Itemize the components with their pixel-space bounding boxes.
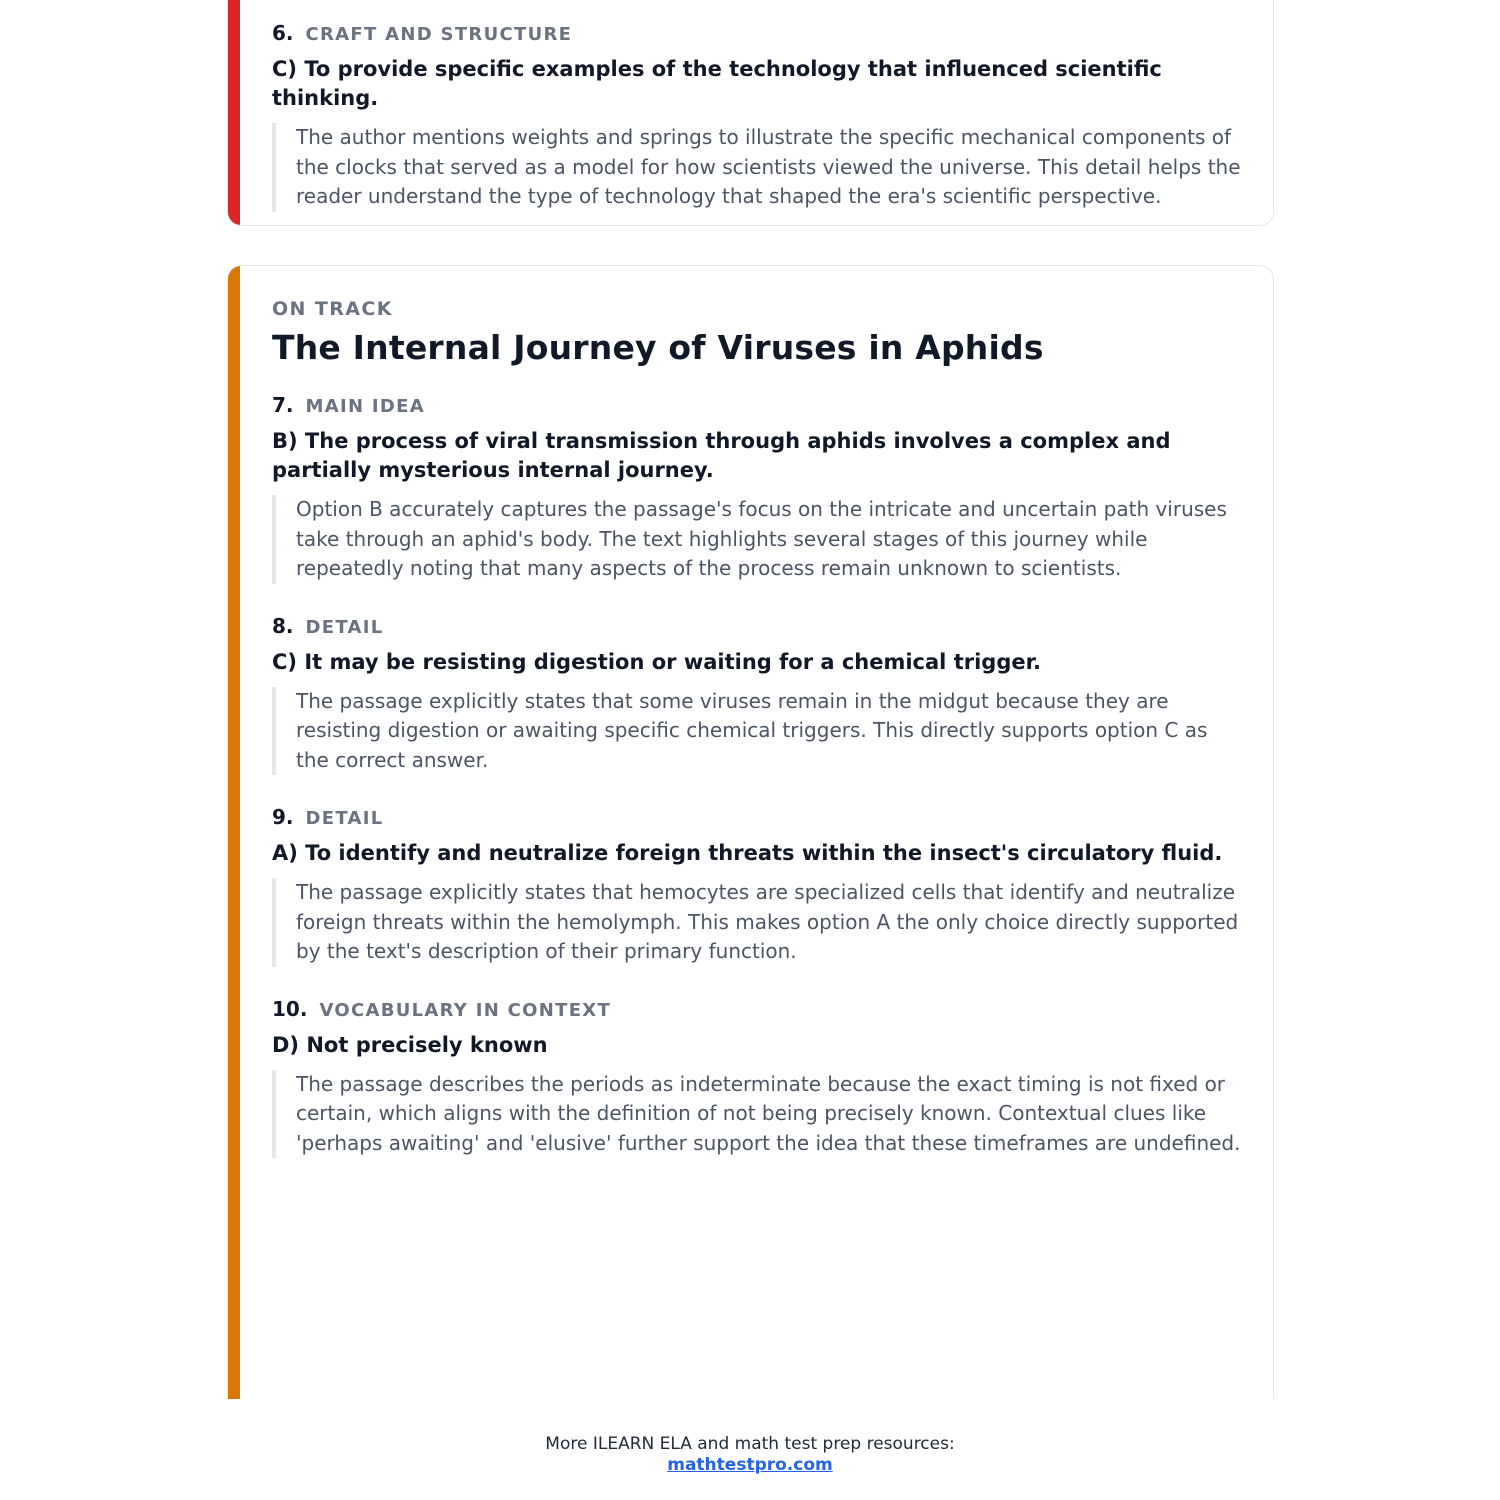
question-number: 7. <box>272 393 294 417</box>
question-skill: VOCABULARY IN CONTEXT <box>319 999 612 1021</box>
correct-answer: C) It may be resisting digestion or waiting for a chemical trigger. <box>272 649 1041 674</box>
correct-answer: B) The process of viral transmission through aphids involves a complex and partially mysterious internal journey. <box>272 429 1171 482</box>
answer-explanation: The passage explicitly states that hemocytes are specialized cells that identify and neutralize foreign threats within the hemolymph. This makes option A the only choice directly supported by the text's description of their primary function. <box>272 878 1243 967</box>
correct-answer: C) To provide specific examples of the technology that influenced scientific thinking. <box>272 57 1162 110</box>
question-number: 8. <box>272 613 294 638</box>
question-skill: MAIN IDEA <box>305 396 425 417</box>
passage-title: The Internal Journey of Viruses in Aphids <box>272 328 1044 367</box>
question-header <box>272 393 1243 417</box>
answer-explanation: Option B accurately captures the passage's focus on the intricate and uncertain path viruses take through an aphid's body. The text highlights several stages of this journey while repeatedly noting that many aspects of the process remain unknown to scientists. <box>272 495 1243 584</box>
answer-explanation: The passage explicitly states that some viruses remain in the midgut because they are resisting digestion or awaiting specific chemical triggers. This directly supports option C as the correct answer. <box>272 687 1243 776</box>
correct-answer: D) Not precisely known <box>272 1032 548 1057</box>
answer-explanation: The passage describes the periods as indeterminate because the exact timing is not fixed or certain, which aligns with the definition of not being precisely known. Contextual clues like 'perhaps awaiting' and 'elusive' further support the idea that these timeframes are undefined. <box>272 1070 1243 1159</box>
answer-card-craft <box>227 0 1274 226</box>
question-header <box>272 997 1243 1021</box>
question-item <box>272 393 1243 584</box>
card-accent-bar <box>228 0 240 225</box>
question-number: 9. <box>272 805 294 829</box>
answer-explanation: The author mentions weights and springs to illustrate the specific mechanical components of the clocks that served as a model for how scientists viewed the universe. This detail helps the reader understand the type of technology that shaped the era's scientific perspective. <box>272 123 1243 212</box>
question-header <box>272 805 1243 829</box>
question-skill: CRAFT AND STRUCTURE <box>305 24 573 45</box>
card-accent-bar <box>228 266 240 1399</box>
answer-card-passage <box>227 265 1274 1399</box>
question-item <box>272 997 1243 1159</box>
question-item <box>272 805 1243 967</box>
passage-category: ON TRACK <box>272 298 393 320</box>
question-header <box>272 614 1243 638</box>
question-item <box>272 21 1243 212</box>
footer-text: More ILEARN ELA and math test prep resources: <box>545 1434 955 1454</box>
question-number: 10. <box>272 996 308 1021</box>
footer-link[interactable]: mathtestpro.com <box>667 1455 833 1475</box>
card-content <box>272 21 1243 212</box>
question-header <box>272 21 1243 45</box>
question-item <box>272 614 1243 776</box>
correct-answer: A) To identify and neutralize foreign threats within the insect's circulatory fluid. <box>272 841 1223 865</box>
question-skill: DETAIL <box>305 616 384 638</box>
question-number: 6. <box>272 21 294 45</box>
question-skill: DETAIL <box>305 808 384 829</box>
card-content <box>272 298 1243 1158</box>
footer <box>0 1434 1500 1476</box>
